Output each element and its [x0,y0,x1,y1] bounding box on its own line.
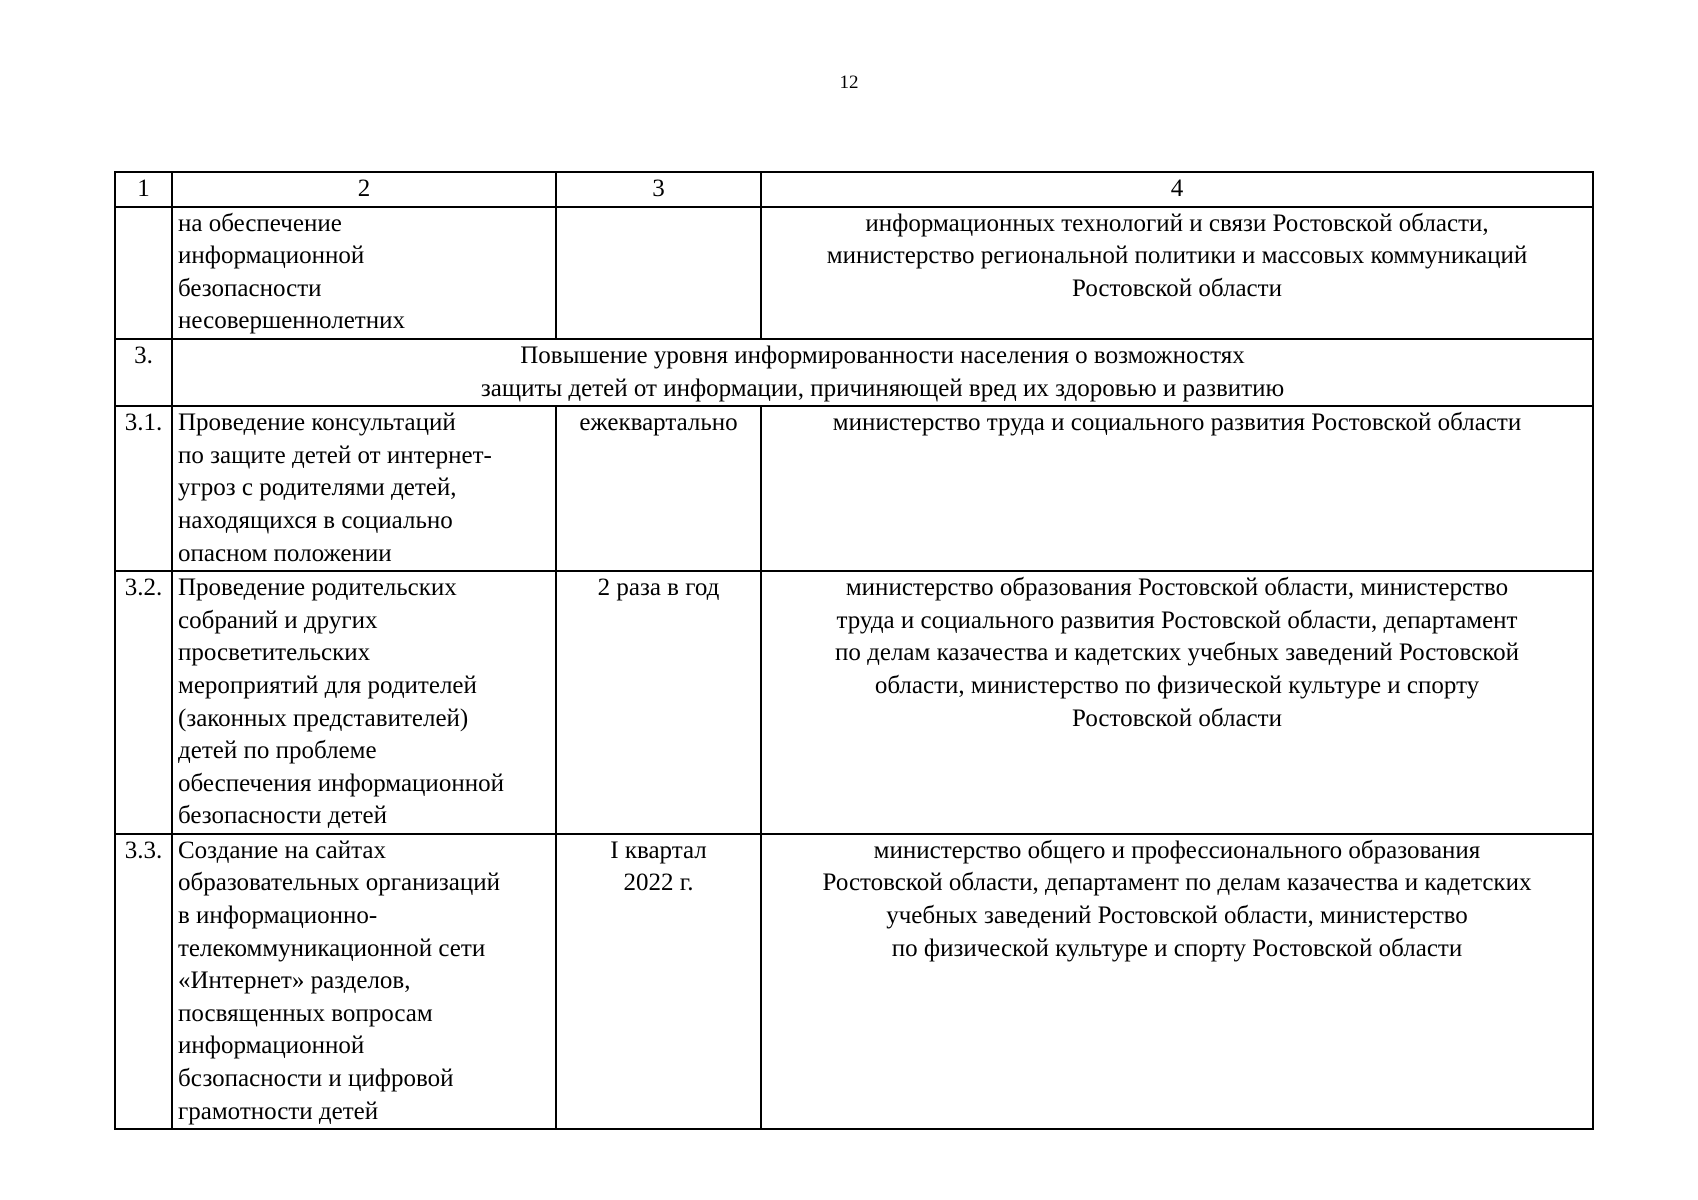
measure-deadline [556,207,761,339]
measure-deadline: I квартал 2022 г. [556,834,761,1129]
measure-responsible: министерство общего и профессионального образования Ростовской области, департамент по делам казачества и кадетских учебных заведений Ростовской области, министерство по физической культуре и спорту Ростовской области [761,834,1593,1129]
continuation-row [115,207,1593,339]
measure-name: на обеспечение информационной безопасности несовершеннолетних [172,207,556,339]
row-number: 3.1. [115,406,172,571]
measure-responsible: министерство труда и социального развития Ростовской области [761,406,1593,571]
row-number [115,207,172,339]
section-row [115,339,1593,406]
section-title: Повышение уровня информированности населения о возможностях защиты детей от информации, причиняющей вред их здоровью и развитию [172,339,1593,406]
section-number: 3. [115,339,172,406]
table-row [115,571,1593,834]
measures-table [114,171,1594,1130]
page-number: 12 [839,72,859,93]
table-row [115,406,1593,571]
column-number-3: 3 [556,172,761,207]
measure-deadline: ежеквартально [556,406,761,571]
measure-name: Создание на сайтах образовательных организаций в информационно- телекоммуникационной сети «Интернет» разделов, посвященных вопросам информационной бсзопасности и цифровой грамотности детей [172,834,556,1129]
table-row [115,834,1593,1129]
column-number-1: 1 [115,172,172,207]
measure-responsible: министерство образования Ростовской области, министерство труда и социального развития Ростовской области, департамент по делам казачества и кадетских учебных заведений Ростовской области, министерство по физической культуре и спорту Ростовской области [761,571,1593,834]
measure-name: Проведение родительских собраний и других просветительских мероприятий для родителей (законных представителей) детей по проблеме обеспечения информационной безопасности детей [172,571,556,834]
measure-deadline: 2 раза в год [556,571,761,834]
column-number-4: 4 [761,172,1593,207]
row-number: 3.2. [115,571,172,834]
column-number-row [115,172,1593,207]
measure-responsible: информационных технологий и связи Ростовской области, министерство региональной политики и массовых коммуникаций Ростовской области [761,207,1593,339]
row-number: 3.3. [115,834,172,1129]
column-number-2: 2 [172,172,556,207]
measure-name: Проведение консультаций по защите детей от интернет- угроз с родителями детей, находящихся в социально опасном положении [172,406,556,571]
